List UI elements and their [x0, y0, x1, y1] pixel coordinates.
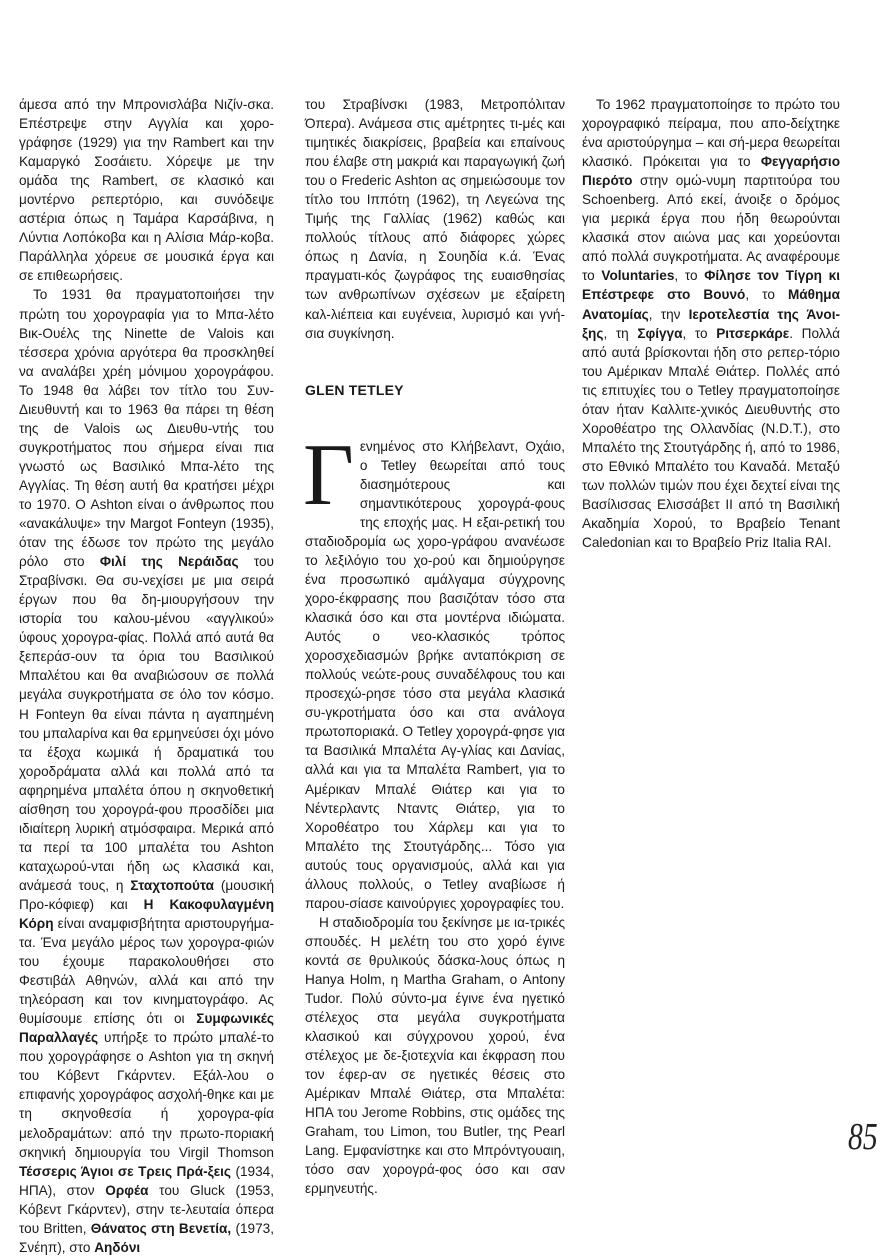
- work-title: Φιλί της Νεράιδας: [99, 554, 239, 570]
- section-heading-glen-tetley: GLEN TETLEY: [305, 381, 404, 398]
- paragraph-tetley-training: [305, 913, 565, 1199]
- work-title: Θάνατος στη Βενετία,: [90, 1220, 232, 1236]
- work-title: Voluntaries: [601, 268, 675, 284]
- page-number: 85: [848, 1116, 878, 1158]
- text-run: , το: [745, 287, 788, 303]
- text-run: υπήρξε το πρώτο μπαλέ-το που χορογράφησε ο Ashton για τη σκηνή του Κόβεντ Γκάρντεν. Εξάλ-λου ο επιφανής χορογράφος ασχολή-θηκε και με τη σκηνοθεσία ή χορογρα-φία μελοδραμάτων: από την πρωτο-ποριακή σκηνική δημιουργία του Virgil Thomson: [19, 1030, 274, 1160]
- text-run: (1934, ΗΠΑ), στον: [19, 1163, 274, 1198]
- text-run: του Στραβίνσκι. Θα συ-νεχίσει με μια σειρά έργων που θα δη-μιουργήσουν την ιστορία του καλου-μένου «αγγλικού» ύφους χορογρα-φίας. Πολλά από αυτά θα ξεπεράσ-ουν τα όρια του Βασιλικού Μπαλέτου και θα αναβιώσουν σε πολλά μεγάλα συγκροτήματα σε όλο τον κόσμο. Η Fonteyn θα είναι πάντα η αγαπημένη του μπαλαρίνα και θα ερμηνεύσει όχι μόνο τα έξοχα κωμικά ή δραματικά του χοροδράματα αλλά και πολλά από τα αφηρημένα μπαλέτα όπου η σκηνοθετική αίσθηση του χορογρά-φου προσδίδει μια ιδιαίτερη λυρική ατμόσφαιρα. Μερικά από τα περί τα 100 μπαλέτα του Ashton καταχωρού-νται ήδη ως κλασικά και, ανάμεσά τους, η: [19, 554, 274, 893]
- text-run: Το 1962 πραγματοποίησε το πρώτο του χορογραφικό πείραμα, που απο-δείχτηκε ένα αριστούργημα – και σή-μερα θεωρείται κλασικό. Πρόκειται για το: [582, 97, 840, 170]
- work-title: Ιεροτελεστία της Άνοι-ξης: [582, 306, 840, 341]
- paragraph-ashton-early: [19, 95, 274, 285]
- text-run: του Στραβίνσκι (1983, Μετροπόλιταν Όπερα). Ανάμεσα στις αμέτρητες τι-μές και τιμητικές διακρίσεις, βραβεία και επαίνους που έλαβε στη μακριά και παραγωγική ζωή του ο Frederic Ashton ας σημειώσουμε τον τίτλο του Ιππότη (1962), τη Λεγεώνα της Τιμής της Γαλλίας (1962) καθώς και πολλούς τίτλους από διάφορες χώρες όπως η Δανία, η Σουηδία κ.ά. Ένας πραγματι-κός ζωγράφος της ευαισθησίας των ανθρωπίνων σχέσεων με εξαίρετη καλ-λιέπεια και ευγένεια, λυρισμό και γνή-σια συγκίνηση.: [305, 97, 565, 341]
- text-run: . Πολλά από αυτά βρίσκονται ήδη στο ρεπερ-τόριο του Αμέρικαν Μπαλέ Θιάτερ. Πολλές από τις επιτυχίες του ο Tetley πραγματοποίησε όταν ήταν Καλλιτε-χνικός Διευθυντής στο Χοροθέατρο της Ολλανδίας (N.D.T.), στο Μπαλέτο της Στουτγάρδης ή, από το 1986, στο Εθνικό Μπαλέτο του Καναδά. Μεταξύ των πολλών τιμών που έχει δεχτεί είναι της Βασίλισσας Ελισσάβετ ΙΙ από τη Βασιλική Ακαδημία Χορού, το Βραβείο Tenant Caledonian και το Βραβείο Priz Italia RAI.: [582, 325, 840, 551]
- text-run: είναι αναμφισβήτητα αριστουργήμα-τα. Ένα μεγάλο μέρος των χορογρα-φιών του έχουμε παρακολουθήσει στο Φεστιβάλ Αθηνών, αλλά και από την τηλεόραση και τον κινηματογράφο. Ας θυμίσουμε επίσης ότι οι: [19, 916, 274, 1027]
- paragraph-ashton-career: [19, 285, 274, 1256]
- work-title: Σφίγγα: [637, 325, 683, 341]
- text-run: του Gluck (1953, Κόβεντ Γκάρντεν), στην τε-λευταία όπερα του Britten,: [19, 1182, 275, 1236]
- work-title: Τέσσερις Άγιοι σε Τρεις Πρά-ξεις: [19, 1163, 231, 1179]
- work-title: Η Κακοφυλαγμένη Κόρη: [19, 896, 274, 932]
- work-title: Φεγγαρήσιο Πιερότο: [582, 154, 840, 189]
- text-run: (μουσική Προ-κόφιεφ) και: [19, 877, 274, 912]
- work-title: Μάθημα Ανατομίας: [582, 287, 840, 322]
- text-run: , το: [674, 268, 705, 284]
- work-title: Φίλησε τον Τίγρη κι Επέστρεφε στο Βουνό: [582, 268, 840, 303]
- text-run: άμεσα από την Μπρονισλάβα Νιζίν-σκα. Επέστρεψε στην Αγγλία και χορο-γράφησε (1929) για την Rambert και την Καμαργκό Σοσάιετυ. Χόρεψε με την ομάδα της Rambert, σε κλασικό και μοντέρνο ρεπερτόριο, και συνόδεψε αστέρια όπως η Ταμάρα Καρσάβινα, η Λύντια Λοπόκοβα και η Αλίσια Μάρ-κοβα. Παράλληλα χόρευε σε μουσικά έργα και σε επιθεωρήσεις.: [19, 97, 274, 284]
- work-title: Σταχτοπούτα: [130, 877, 215, 893]
- text-run: στην ομώ-νυμη παρτιτούρα του Schoenberg. Από εκεί, άνοιξε ο δρόμος για μερικά έργα που ήδη θεωρούνται κλασικά στον αιώνα μας και χορεύονται από πολλά συγκροτήματα. Ας αναφέρουμε το: [582, 173, 840, 284]
- text-run: , τη: [603, 325, 638, 341]
- work-title: Συμφωνικές Παραλλαγές: [19, 1011, 274, 1046]
- work-title: Ορφέα: [105, 1182, 149, 1198]
- text-column-right: [582, 95, 840, 552]
- drop-cap: Γ: [303, 426, 354, 524]
- text-column-middle: [305, 95, 565, 1199]
- text-run: , το: [682, 325, 717, 341]
- text-run: Το 1931 θα πραγματοποιήσει την πρώτη του χορογραφία για το Μπα-λέτο Βικ-Ουέλς της Ninette de Valois και τέσσερα χρόνια αργότερα θα προσκληθεί να αναλάβει χρέη μόνιμου χορογράφου. Το 1948 θα λάβει τον τίτλο του Συν-Διευθυντή και το 1963 θα πάρει τη θέση της de Valois ως Διευθυ-ντής του συγκροτήματος που σήμερα είναι πια γνωστό ως Βασιλικό Μπα-λέτο της Αγγλίας. Τη θέση αυτή θα κρατήσει μέχρι το 1970. Ο Ashton είναι ο άνθρωπος που «ανακάλυψε» την Margot Fonteyn (1935), όταν της έδωσε τον πρώτο της μεγάλο ρόλο στο: [19, 287, 274, 570]
- text-run: , την: [648, 306, 689, 322]
- text-run: (1973, Σνέηπ), στο: [19, 1220, 275, 1255]
- work-title: Αηδόνι: [94, 1239, 141, 1255]
- work-title: Ριτσερκάρε: [716, 325, 790, 341]
- paragraph-tetley-intro: [303, 426, 565, 913]
- paragraph-ashton-honors: [305, 95, 565, 343]
- text-run: Η σταδιοδρομία του ξεκίνησε με ια-τρικές σπουδές. Η μελέτη του στο χορό έγινε κοντά σε θρυλικούς δάσκα-λους όπως η Hanya Holm, η Martha Graham, ο Antony Tudor. Πολύ σύντο-μα έγινε ένα ηγετικό στέλεχος στα μεγάλα συγκροτήματα κλασικού και σύγχρονου χορού, ένα στέλεχος με δε-ξιοτεχνία και έκφραση που τον έφερ-αν σε ηγετικές θέσεις στο Αμέρικαν Μπαλέ Θιάτερ, στα Μπαλέτα: ΗΠΑ του Jerome Robbins, στις ομάδες της Graham, του Limon, του Butler, της Pearl Lang. Εμφανίστηκε και στο Μπρόντγουαιη, τόσο σαν χορογρά-φος όσο και σαν ερμηνευτής.: [305, 914, 565, 1197]
- paragraph-tetley-works: [582, 95, 840, 552]
- text-run: ενημένος στο Κλήβελαντ, Οχάιο, ο Tetley θεωρείται από τους διασημότερους και σημαντικότερους χορογρά-φους της εποχής μας. Η εξαι-ρετική του σταδιοδρομία ως χορο-γράφου ανανέωσε το λεξιλόγιο του χο-ρού και δημιούργησε ένα προσωπικό αμάλγαμα σύγχρονης χορο-έκφρασης που βασιζόταν τόσο στα κλασικά όσο και στα μοντέρνα ιδιώματα. Αυτός ο νεο-κλασικός τρόπος χοροσχεδιασμών βρήκε ανταπόκριση σε πολλούς νεώτε-ρους συναδέλφους του και προσεχώ-ρησε τόσο στα μεγάλα κλασικά συ-γκροτήματα όσο και στα ανάλογα πρωτοποριακά. Ο Tetley χορογρά-φησε για τα Βασιλικά Μπαλέτα Αγ-γλίας και Δανίας, αλλά και για τα Μπαλέτα Rambert, για το Αμέρικαν Μπαλέ Θιάτερ και για το Νέντερλαντς Νταντς Θιάτερ, για το Χοροθέατρο του Χάρλεμ και για το Μπαλέτο της Στουτγάρδης... Τόσο για αυτούς τους οργανισμούς, αλλά και για άλλους πολλούς, ο Tetley αναβίωσε ή παρου-σίασε καινούργιες χορογραφίες του.: [305, 438, 565, 911]
- text-column-left: [19, 95, 274, 1257]
